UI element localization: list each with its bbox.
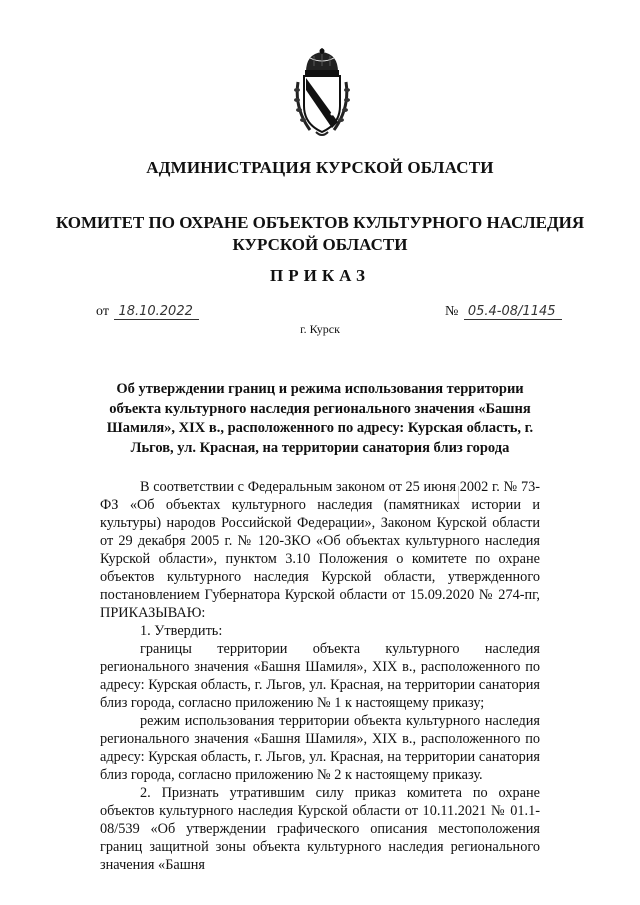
body-paragraph: В соответствии с Федеральным законом от 25 июня 2002 г. № 73-ФЗ «Об объектах культурного наследия (памятниках истории и культуры) народов Российской Федерации», Законом Курской области от 29 декабря 2005 г. № 120-ЗКО «Об объектах культурного наследия Курской области», пунктом 3.10 Положения о комитете по охране объектов культурного наследия Курской области, утвержденного постановлением Губернатора Курской области от 15.09.2020 № 274-пг, ПРИКАЗЫВАЮ: (100, 479, 540, 621)
handwritten-number: 05.4-08/1145 (464, 304, 562, 320)
number-prefix: № (445, 304, 459, 319)
order-date (96, 304, 199, 320)
body-paragraph: 1. Утвердить: (140, 623, 223, 639)
committee-title (0, 212, 640, 256)
body-paragraph: границы территории объекта культурного наследия регионального значения «Башня Шамиля», XIX в., расположенного по адресу: Курская область, г. Льгов, ул. Красная, на территории санатория близ города, согласно приложению № 1 к настоящему приказу; (100, 641, 540, 711)
committee-title-line1: КОМИТЕТ ПО ОХРАНЕ ОБЪЕКТОВ КУЛЬТУРНОГО НАСЛЕДИЯ (55, 213, 585, 232)
order-body (100, 478, 540, 874)
body-paragraph: режим использования территории объекта культурного наследия регионального значения «Башня Шамиля», XIX в., расположенного по адресу: Курская область, г. Льгов, ул. Красная, на территории санатория близ города, согласно приложению № 2 к настоящему приказу. (100, 713, 540, 783)
committee-title-line2: КУРСКОЙ ОБЛАСТИ (232, 235, 408, 254)
order-subject: Об утверждении границ и режима использования территории объекта культурного наследия регионального значения «Башня Шамиля», XIX в., расположенного по адресу: Курская область, г. Льгов, ул. Красная, на территории санатория близ города (106, 381, 534, 456)
city: г. Курск (300, 322, 340, 336)
coat-of-arms-icon (292, 48, 352, 140)
order-number (445, 304, 562, 320)
administration-title: АДМИНИСТРАЦИЯ КУРСКОЙ ОБЛАСТИ (146, 158, 494, 177)
body-paragraph: 2. Признать утратившим силу приказ комитета по охране объектов культурного наследия Курской области от 10.11.2021 № 01.1-08/539 «Об утверждении графического описания местоположения границ защитной зоны объекта культурного наследия регионального значения «Башня (100, 785, 540, 873)
document-type: ПРИКАЗ (270, 266, 370, 285)
date-prefix: от (96, 304, 109, 319)
handwritten-date: 18.10.2022 (114, 304, 198, 320)
